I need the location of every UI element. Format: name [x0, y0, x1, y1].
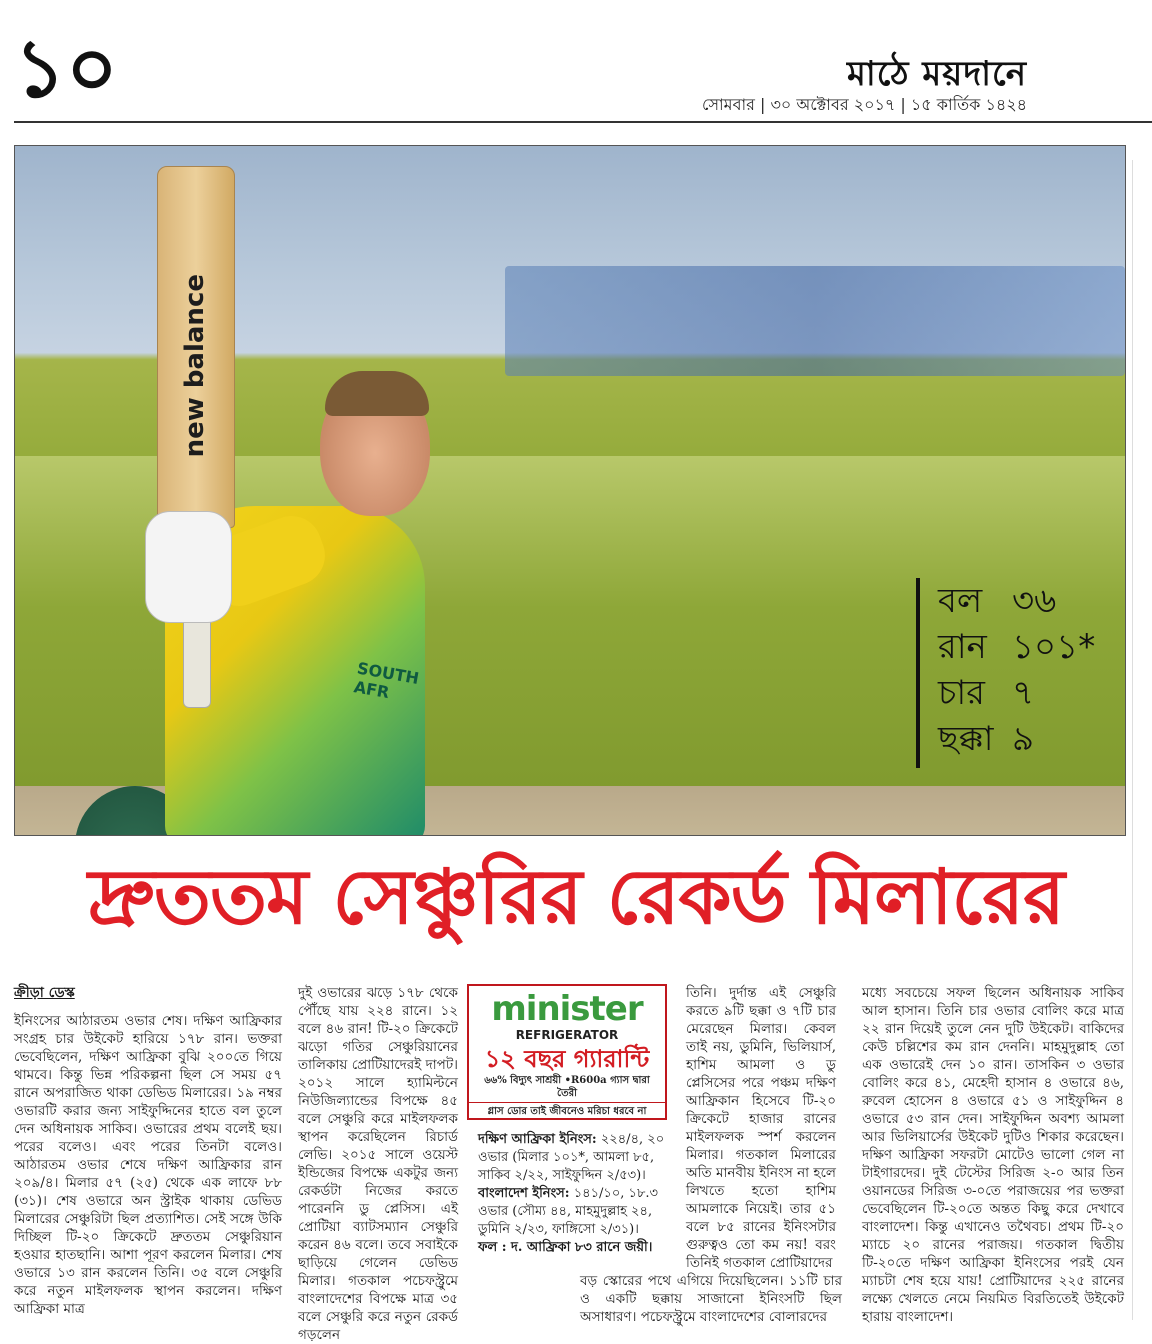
stat-value: ৭ [1012, 673, 1035, 713]
stat-value: ৯ [1012, 719, 1035, 759]
refrigerator-ad[interactable] [467, 984, 667, 1120]
ad-brand-logo: minister [491, 989, 643, 1029]
article-text: ইনিংসের আঠারতম ওভার শেষ। দক্ষিণ আফ্রিকার সংগ্রহ চার উইকেট হারিয়ে ১৭৮ রান। ভক্তরা ভেবেছিলেন, দক্ষিণ আফ্রিকা বুঝি ২০০তে গিয়ে থামবে। কিন্তু ভিন্ন পরিকল্পনা ছিল সে সময় ৫৭ রানে অপরাজিত থাকা ডেভিড মিলারের। ১৯ নম্বর ওভারটি করার জন্য সাইফুদ্দিনের হাতে বল তুলে দেন অধিনায়ক সাকিব। ওভারের প্রথম বলেই ছয়। পরের বলেও। এবং পরের তিনটা বলেও। আঠারতম ওভার শেষে দক্ষিণ আফ্রিকার রান ২০৯/৪। মিলার ৫৭ (২৫) থেকে এক লাফে ৮৮ (৩১)। শেষ ওভারে অন স্ট্রাইক থাকায় ডেভিড মিলারের সেঞ্চুরিটা ছিল প্রত্যাশিত। সেই সঙ্গে উকি দিচ্ছিল টি-২০ ক্রিকেটে দ্রুততম সেঞ্চুরিয়ান হওয়ার হাতছানি। আশা পূরণ করলেন মিলার। শেষ ওভারে ১৩ রান করলেন তিনি। ৩৫ বলে সেঞ্চুরি করে নতুন মাইলফলক স্থাপন করলেন। দক্ষিণ আফ্রিকা মাত্র [14, 1013, 282, 1317]
scorecard-sa-text: ২২৪/৪, ২০ ওভার (মিলার ১০১*, আমলা ৮৫, সাকিব ২/২২, সাইফুদ্দিন ২/৫৩)। [478, 1132, 665, 1183]
adjacent-column-edge [1132, 160, 1152, 1320]
stat-row [938, 670, 1106, 716]
stats-box [916, 578, 1106, 768]
headline: দ্রুততম সেঞ্চুরির রেকর্ড মিলারের [88, 852, 1064, 941]
scorecard-sa-label: দক্ষিণ আফ্রিকা ইনিংস: [478, 1132, 597, 1147]
stat-label: ছক্কা [938, 719, 994, 759]
scorecard-ban-label: বাংলাদেশ ইনিংস: [478, 1186, 570, 1201]
article-column-2 [298, 984, 458, 1344]
scorecard-result: ফল : দ. আফ্রিকা ৮৩ রানে জয়ী। [478, 1240, 653, 1255]
scorecard [478, 1131, 668, 1257]
ad-fine-print-2: গ্লাস ডোর তাই জীবনেও মরিচা ধরবে না [469, 1102, 665, 1118]
article-column-1 [14, 984, 282, 1318]
stat-label: বল [938, 581, 983, 621]
section-title: মাঠে ময়দানে [847, 54, 1027, 94]
stat-row [938, 624, 1106, 670]
stat-value: ১০১* [1012, 627, 1096, 667]
scorecard-ban-text: ১৪১/১০, ১৮.৩ ওভার (সৌম্য ৪৪, মাহমুদুল্লাহ ২৪, ডুমিনি ২/২৩, ফাঙ্গিসো ২/৩১)। [478, 1186, 658, 1237]
player-hair [325, 371, 429, 416]
scorecard-ban [478, 1185, 668, 1239]
bat-brand [165, 216, 225, 516]
article-text: মধ্যে সবচেয়ে সফল ছিলেন অধিনায়ক সাকিব আল হাসান। তিনি চার ওভার বোলিং করে মাত্র ২২ রান দিয়েই তুলে নেন দুটি উইকেট। বাকিদের কেউ চল্লিশের কম রান দেননি। মাহমুদুল্লাহ তো এক ওভারেই দেন ১০ রান। তাসকিন ৩ ওভার বোলিং করে ৪১, মেহেদী হাসান ৪ ওভারে ৪৬, রুবেল হোসেন ৪ ওভারে ৫১ ও সাইফুদ্দিন ৪ ওভারে ৫৩ রান দেন। সাইফুদ্দিন অবশ্য আমলা আর ভিলিয়ার্সের উইকেট দুটিও শিকার করেছেন। দক্ষিণ আফ্রিকা সফরটা মোটেও ভালো গেল না টাইগারদের। দুই টেস্টের সিরিজ ২-০ আর তিন ওয়ানডের সিরিজ ৩-০তে পরাজয়ের পর ভক্তরা ভেবেছিলেন টি-২০তে অন্তত কিছু করে দেখাবে বাংলাদেশ। কিন্তু এখানেও তথৈবচ। প্রথম টি-২০ ম্যাচে ২০ রানের পরাজয়। গতকাল দ্বিতীয় টি-২০তে দক্ষিণ আফ্রিকা ইনিংসের পরই যেন ম্যাচটা শেষ হয়ে যায়! প্রোটিয়াদের ২২৫ রানের লক্ষ্যে খেলতে নেমে নিয়মিত বিরতিতেই উইকেট হারায় বাংলাদেশ। [862, 985, 1124, 1325]
header-rule [14, 121, 1152, 123]
stat-row [938, 716, 1106, 762]
byline: ক্রীড়া ডেস্ক [14, 985, 75, 1001]
stadium-hoarding [505, 266, 1125, 376]
ad-product: REFRIGERATOR [515, 1028, 619, 1042]
shirt-text: SOUTH AFR [352, 658, 421, 703]
article-text: বড় স্কোরের পথে এগিয়ে দিয়েছিলেন। ১১টি চার ও একটি ছক্কায় সাজানো ইনিংসটি ছিল অসাধারণ। পচেফস্ট্রুমে বাংলাদেশের বোলারদের [580, 1273, 842, 1325]
article-column-5 [862, 984, 1124, 1326]
article-column-4 [686, 984, 836, 1272]
batting-glove [145, 511, 232, 623]
stat-label: চার [938, 673, 985, 713]
stat-value: ৩৬ [1012, 581, 1057, 621]
bat-brand-label: new balance [180, 274, 210, 458]
stat-label: রান [938, 627, 987, 667]
ad-guarantee: ১২ বছর গ্যারান্টি [484, 1044, 650, 1073]
article-text: দুই ওভারের ঝড়ে ১৭৮ থেকে পৌঁছে যায় ২২৪ রানে। ১২ বলে ৪৬ রান! টি-২০ ক্রিকেটে ঝড়ো গতির সেঞ্চুরিয়ানের তালিকায় প্রোটিয়াদেরই দাপট। ২০১২ সালে হ্যামিল্টনে নিউজিল্যান্ডের বিপক্ষে ৪৫ বলে সেঞ্চুরি করে মাইলফলক স্থাপন করেছিলেন রিচার্ড লেভি। ২০১৫ সালে ওয়েস্ট ইন্ডিজের বিপক্ষে একটুর জন্য রেকর্ডটা নিজের করতে পারেননি ডু প্লেসিস। এই প্রোটিয়া ব্যাটসম্যান সেঞ্চুরি করেন ৪৬ বলে। তবে সবাইকে ছাড়িয়ে গেলেন ডেভিড মিলার। গতকাল পচেফস্ট্রুমে বাংলাদেশের বিপক্ষে মাত্র ৩৫ বলে সেঞ্চুরি করে নতুন রেকর্ড গড়লেন [298, 985, 458, 1343]
stat-row [938, 578, 1106, 624]
page-number: ১০ [14, 21, 118, 115]
ad-fine-print: ৬৬% বিদ্যুৎ সাশ্রয়ী •R600a গ্যাস দ্বারা তৈরী [484, 1075, 650, 1099]
dateline: সোমবার | ৩০ অক্টোবর ২০১৭ | ১৫ কার্তিক ১৪২৪ [701, 95, 1027, 114]
article-bottom-span [580, 1272, 842, 1326]
scorecard-sa [478, 1131, 668, 1185]
article-text: তিনি। দুর্দান্ত এই সেঞ্চুরি করতে ৯টি ছক্কা ও ৭টি চার মেরেছেন মিলার। কেবল তাই নয়, ডুমিনি, ভিলিয়ার্স, হাশিম আমলা ও ডু প্লেসিসের পরে পঞ্চম দক্ষিণ আফ্রিকান হিসেবে টি-২০ ক্রিকেটে হাজার রানের মাইলফলক স্পর্শ করলেন মিলার। গতকাল মিলারের অতি মানবীয় ইনিংস না হলে লিখতে হতো হাশিম আমলাকে নিয়েই। তার ৫১ বলে ৮৫ রানের ইনিংসটার গুরুত্বও তো কম নয়! বরং তিনিই গতকাল প্রোটিয়াদের [686, 985, 836, 1271]
